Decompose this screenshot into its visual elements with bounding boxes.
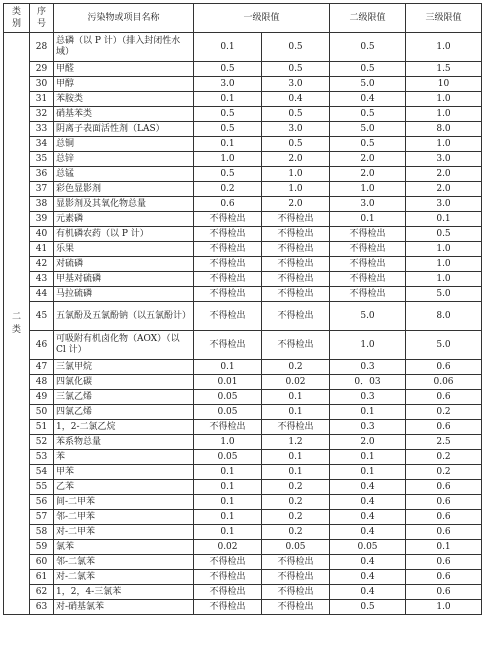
level2-value: 5.0 — [330, 122, 406, 137]
level1-value-b: 1.0 — [262, 182, 330, 197]
level1-value-b: 不得检出 — [262, 257, 330, 272]
serial-number: 31 — [30, 92, 54, 107]
level1-value-b: 2.0 — [262, 197, 330, 212]
pollutant-name: 可吸附有机卤化物（AOX）（以 Cl 计） — [54, 331, 194, 360]
level1-value-a: 不得检出 — [194, 272, 262, 287]
header-category-top: 类 — [11, 7, 21, 17]
level1-value-a: 1.0 — [194, 152, 262, 167]
table-row — [4, 390, 482, 405]
level2-value: 0.1 — [330, 465, 406, 480]
pollutant-name: 甲基对硫磷 — [54, 272, 194, 287]
level2-value: 0.1 — [330, 450, 406, 465]
table-row — [4, 167, 482, 182]
table-row — [4, 480, 482, 495]
level3-value: 1.0 — [406, 272, 482, 287]
table-row — [4, 182, 482, 197]
level1-value-a: 不得检出 — [194, 555, 262, 570]
serial-number: 44 — [30, 287, 54, 302]
level3-value: 0.6 — [406, 420, 482, 435]
level2-value: 2.0 — [330, 152, 406, 167]
level1-value-a: 不得检出 — [194, 585, 262, 600]
pollutant-name: 总锌 — [54, 152, 194, 167]
level1-value-b: 0.5 — [262, 107, 330, 122]
level2-value: 0.1 — [330, 405, 406, 420]
pollutant-name: 总铜 — [54, 137, 194, 152]
level3-value: 0.06 — [406, 375, 482, 390]
level1-value-b: 0.2 — [262, 510, 330, 525]
level3-value: 0.6 — [406, 495, 482, 510]
level2-value: 1.0 — [330, 182, 406, 197]
level3-value: 0.6 — [406, 585, 482, 600]
level2-value: 0.5 — [330, 600, 406, 615]
level2-value: 0.4 — [330, 525, 406, 540]
serial-number: 37 — [30, 182, 54, 197]
header-level2: 二级限值 — [330, 4, 406, 33]
table-row — [4, 375, 482, 390]
pollutant-name: 氯苯 — [54, 540, 194, 555]
level2-value: 不得检出 — [330, 227, 406, 242]
serial-number: 38 — [30, 197, 54, 212]
pollutant-name: 总磷（以 P 计）（排入封闭性水域） — [54, 33, 194, 62]
pollutant-name: 五氯酚及五氯酚钠（以五氯酚计） — [54, 302, 194, 331]
pollutant-name: 1，2，4-三氯苯 — [54, 585, 194, 600]
level1-value-a: 不得检出 — [194, 212, 262, 227]
level2-value: 0.5 — [330, 33, 406, 62]
serial-number: 30 — [30, 77, 54, 92]
level1-value-b: 不得检出 — [262, 331, 330, 360]
level1-value-a: 不得检出 — [194, 287, 262, 302]
table-row — [4, 570, 482, 585]
pollutant-name: 甲苯 — [54, 465, 194, 480]
level1-value-a: 0.1 — [194, 33, 262, 62]
level3-value: 2.0 — [406, 167, 482, 182]
level1-value-b: 0.4 — [262, 92, 330, 107]
table-row — [4, 122, 482, 137]
level1-value-a: 0.1 — [194, 525, 262, 540]
level1-value-a: 0.5 — [194, 122, 262, 137]
level2-value: 2.0 — [330, 167, 406, 182]
header-category — [4, 4, 30, 33]
pollutant-name: 苯胺类 — [54, 92, 194, 107]
level1-value-b: 不得检出 — [262, 600, 330, 615]
serial-number: 58 — [30, 525, 54, 540]
level1-value-b: 1.0 — [262, 167, 330, 182]
table-row — [4, 257, 482, 272]
level1-value-b: 0.1 — [262, 390, 330, 405]
serial-number: 63 — [30, 600, 54, 615]
level2-value: 2.0 — [330, 435, 406, 450]
level1-value-a: 0.5 — [194, 167, 262, 182]
pollutant-name: 有机磷农药（以 P 计） — [54, 227, 194, 242]
level2-value: 0.5 — [330, 137, 406, 152]
pollutant-name: 三氯甲烷 — [54, 360, 194, 375]
level3-value: 0.6 — [406, 510, 482, 525]
pollutant-name: 显影剂及其氧化物总量 — [54, 197, 194, 212]
serial-number: 45 — [30, 302, 54, 331]
header-level3: 三级限值 — [406, 4, 482, 33]
level1-value-b: 0.5 — [262, 137, 330, 152]
level3-value: 0.6 — [406, 360, 482, 375]
level3-value: 0.6 — [406, 390, 482, 405]
category-label-top: 二 — [11, 311, 21, 322]
level1-value-a: 0.1 — [194, 360, 262, 375]
category-cell — [4, 33, 30, 615]
level1-value-b: 0.1 — [262, 405, 330, 420]
level3-value: 8.0 — [406, 302, 482, 331]
table-row — [4, 510, 482, 525]
serial-number: 33 — [30, 122, 54, 137]
level1-value-a: 不得检出 — [194, 420, 262, 435]
level1-value-b: 0.2 — [262, 495, 330, 510]
level2-value: 0.4 — [330, 495, 406, 510]
level1-value-b: 不得检出 — [262, 420, 330, 435]
table-row — [4, 62, 482, 77]
table-row — [4, 137, 482, 152]
table-row — [4, 555, 482, 570]
table-body — [4, 33, 482, 615]
table-row — [4, 405, 482, 420]
level2-value: 不得检出 — [330, 242, 406, 257]
header-row — [4, 4, 482, 33]
level1-value-a: 0.1 — [194, 495, 262, 510]
table-row — [4, 465, 482, 480]
level1-value-b: 0.5 — [262, 33, 330, 62]
level3-value: 1.0 — [406, 33, 482, 62]
level3-value: 0.2 — [406, 450, 482, 465]
level1-value-b: 不得检出 — [262, 227, 330, 242]
header-serial-top: 序 — [36, 7, 46, 17]
pollutant-name: 对-二氯苯 — [54, 570, 194, 585]
pollutant-name: 1，2-二氯乙烷 — [54, 420, 194, 435]
level1-value-a: 不得检出 — [194, 331, 262, 360]
header-pollutant: 污染物或项目名称 — [54, 4, 194, 33]
table-row — [4, 272, 482, 287]
serial-number: 34 — [30, 137, 54, 152]
pollutant-name: 苯 — [54, 450, 194, 465]
pollutant-name: 马拉硫磷 — [54, 287, 194, 302]
level3-value: 0.2 — [406, 405, 482, 420]
level1-value-b: 3.0 — [262, 77, 330, 92]
pollutant-name: 邻-二甲苯 — [54, 510, 194, 525]
level3-value: 0.6 — [406, 555, 482, 570]
serial-number: 52 — [30, 435, 54, 450]
level1-value-a: 0.6 — [194, 197, 262, 212]
level2-value: 5.0 — [330, 77, 406, 92]
level1-value-b: 0.1 — [262, 450, 330, 465]
header-category-bottom: 别 — [11, 19, 21, 29]
table-row — [4, 77, 482, 92]
pollutant-name: 乐果 — [54, 242, 194, 257]
level1-value-a: 0.1 — [194, 480, 262, 495]
level1-value-a: 0.02 — [194, 540, 262, 555]
level3-value: 0.1 — [406, 212, 482, 227]
serial-number: 54 — [30, 465, 54, 480]
header-level1: 一级限值 — [194, 4, 330, 33]
level3-value: 0.2 — [406, 465, 482, 480]
pollutant-name: 硝基苯类 — [54, 107, 194, 122]
level3-value: 0.6 — [406, 480, 482, 495]
level1-value-a: 不得检出 — [194, 257, 262, 272]
level2-value: 0.4 — [330, 92, 406, 107]
pollutant-name: 苯系物总量 — [54, 435, 194, 450]
level1-value-b: 1.2 — [262, 435, 330, 450]
level3-value: 8.0 — [406, 122, 482, 137]
level3-value: 1.0 — [406, 137, 482, 152]
level3-value: 1.0 — [406, 92, 482, 107]
serial-number: 56 — [30, 495, 54, 510]
serial-number: 39 — [30, 212, 54, 227]
level1-value-a: 0.05 — [194, 390, 262, 405]
level2-value: 0.4 — [330, 585, 406, 600]
level3-value: 3.0 — [406, 197, 482, 212]
level3-value: 1.0 — [406, 600, 482, 615]
level2-value: 不得检出 — [330, 257, 406, 272]
pollutant-name: 对硫磷 — [54, 257, 194, 272]
level1-value-a: 0.01 — [194, 375, 262, 390]
table-row — [4, 227, 482, 242]
pollutant-name: 总锰 — [54, 167, 194, 182]
level1-value-a: 不得检出 — [194, 242, 262, 257]
level1-value-a: 0.1 — [194, 137, 262, 152]
table-row — [4, 495, 482, 510]
table-row — [4, 450, 482, 465]
level3-value: 1.0 — [406, 242, 482, 257]
level2-value: 1.0 — [330, 331, 406, 360]
level2-value: 0.3 — [330, 420, 406, 435]
serial-number: 47 — [30, 360, 54, 375]
pollutant-name: 四氯化碳 — [54, 375, 194, 390]
level1-value-a: 0.05 — [194, 450, 262, 465]
table-row — [4, 242, 482, 257]
level3-value: 3.0 — [406, 152, 482, 167]
level1-value-b: 0.1 — [262, 465, 330, 480]
pollutant-name: 元素磷 — [54, 212, 194, 227]
level2-value: 0.1 — [330, 212, 406, 227]
pollutant-name: 间-二甲苯 — [54, 495, 194, 510]
level1-value-a: 0.1 — [194, 510, 262, 525]
level2-value: 0．03 — [330, 375, 406, 390]
level1-value-b: 不得检出 — [262, 585, 330, 600]
level2-value: 0.3 — [330, 360, 406, 375]
header-serial-bottom: 号 — [36, 19, 46, 29]
level1-value-b: 0.2 — [262, 480, 330, 495]
serial-number: 36 — [30, 167, 54, 182]
level1-value-b: 0.02 — [262, 375, 330, 390]
table-row — [4, 197, 482, 212]
pollutant-name: 邻-二氯苯 — [54, 555, 194, 570]
serial-number: 29 — [30, 62, 54, 77]
table-row — [4, 302, 482, 331]
level1-value-b: 0.05 — [262, 540, 330, 555]
serial-number: 50 — [30, 405, 54, 420]
table-row — [4, 287, 482, 302]
level2-value: 0.4 — [330, 480, 406, 495]
level3-value: 2.5 — [406, 435, 482, 450]
level1-value-a: 不得检出 — [194, 227, 262, 242]
pollutant-limits-table — [3, 3, 482, 615]
serial-number: 57 — [30, 510, 54, 525]
table-row — [4, 525, 482, 540]
serial-number: 60 — [30, 555, 54, 570]
serial-number: 28 — [30, 33, 54, 62]
level3-value: 0.1 — [406, 540, 482, 555]
level1-value-a: 0.5 — [194, 107, 262, 122]
level3-value: 1.0 — [406, 257, 482, 272]
serial-number: 55 — [30, 480, 54, 495]
table-row — [4, 152, 482, 167]
level1-value-a: 不得检出 — [194, 570, 262, 585]
level2-value: 不得检出 — [330, 272, 406, 287]
table-row — [4, 92, 482, 107]
level2-value: 5.0 — [330, 302, 406, 331]
level1-value-b: 不得检出 — [262, 272, 330, 287]
level1-value-a: 0.2 — [194, 182, 262, 197]
level1-value-a: 0.05 — [194, 405, 262, 420]
table-row — [4, 212, 482, 227]
level2-value: 0.4 — [330, 555, 406, 570]
level2-value: 不得检出 — [330, 287, 406, 302]
serial-number: 35 — [30, 152, 54, 167]
level3-value: 0.6 — [406, 525, 482, 540]
table-row — [4, 107, 482, 122]
level1-value-b: 不得检出 — [262, 212, 330, 227]
level1-value-a: 不得检出 — [194, 302, 262, 331]
pollutant-name: 彩色显影剂 — [54, 182, 194, 197]
level1-value-b: 不得检出 — [262, 570, 330, 585]
table-row — [4, 600, 482, 615]
level1-value-a: 0.1 — [194, 92, 262, 107]
level1-value-a: 1.0 — [194, 435, 262, 450]
serial-number: 51 — [30, 420, 54, 435]
level3-value: 10 — [406, 77, 482, 92]
level3-value: 0.6 — [406, 570, 482, 585]
serial-number: 59 — [30, 540, 54, 555]
table-row — [4, 331, 482, 360]
serial-number: 40 — [30, 227, 54, 242]
level3-value: 1.5 — [406, 62, 482, 77]
level3-value: 2.0 — [406, 182, 482, 197]
serial-number: 61 — [30, 570, 54, 585]
level2-value: 0.3 — [330, 390, 406, 405]
header-serial — [30, 4, 54, 33]
level1-value-b: 不得检出 — [262, 287, 330, 302]
level1-value-b: 0.2 — [262, 360, 330, 375]
level1-value-b: 不得检出 — [262, 242, 330, 257]
serial-number: 62 — [30, 585, 54, 600]
level1-value-a: 0.1 — [194, 465, 262, 480]
level1-value-a: 不得检出 — [194, 600, 262, 615]
serial-number: 46 — [30, 331, 54, 360]
level2-value: 0.05 — [330, 540, 406, 555]
pollutant-name: 阴离子表面活性剂（LAS） — [54, 122, 194, 137]
level1-value-a: 3.0 — [194, 77, 262, 92]
pollutant-name: 甲醇 — [54, 77, 194, 92]
level3-value: 5.0 — [406, 287, 482, 302]
pollutant-name: 对-二甲苯 — [54, 525, 194, 540]
level2-value: 0.4 — [330, 510, 406, 525]
level3-value: 0.5 — [406, 227, 482, 242]
level3-value: 5.0 — [406, 331, 482, 360]
table-row — [4, 585, 482, 600]
serial-number: 49 — [30, 390, 54, 405]
table-row — [4, 420, 482, 435]
pollutant-name: 四氯乙烯 — [54, 405, 194, 420]
level2-value: 0.5 — [330, 62, 406, 77]
serial-number: 32 — [30, 107, 54, 122]
level2-value: 3.0 — [330, 197, 406, 212]
pollutant-name: 乙苯 — [54, 480, 194, 495]
table-row — [4, 360, 482, 375]
level1-value-a: 0.5 — [194, 62, 262, 77]
level1-value-b: 0.2 — [262, 525, 330, 540]
table-row — [4, 540, 482, 555]
serial-number: 43 — [30, 272, 54, 287]
level1-value-b: 3.0 — [262, 122, 330, 137]
pollutant-name: 甲醛 — [54, 62, 194, 77]
level1-value-b: 2.0 — [262, 152, 330, 167]
serial-number: 42 — [30, 257, 54, 272]
level1-value-b: 0.5 — [262, 62, 330, 77]
level1-value-b: 不得检出 — [262, 302, 330, 331]
table-row — [4, 33, 482, 62]
level2-value: 0.5 — [330, 107, 406, 122]
serial-number: 53 — [30, 450, 54, 465]
level3-value: 1.0 — [406, 107, 482, 122]
level2-value: 0.4 — [330, 570, 406, 585]
level1-value-b: 不得检出 — [262, 555, 330, 570]
pollutant-name: 三氯乙烯 — [54, 390, 194, 405]
serial-number: 41 — [30, 242, 54, 257]
table-row — [4, 435, 482, 450]
serial-number: 48 — [30, 375, 54, 390]
category-label-bottom: 类 — [11, 324, 21, 335]
pollutant-name: 对-硝基氯苯 — [54, 600, 194, 615]
